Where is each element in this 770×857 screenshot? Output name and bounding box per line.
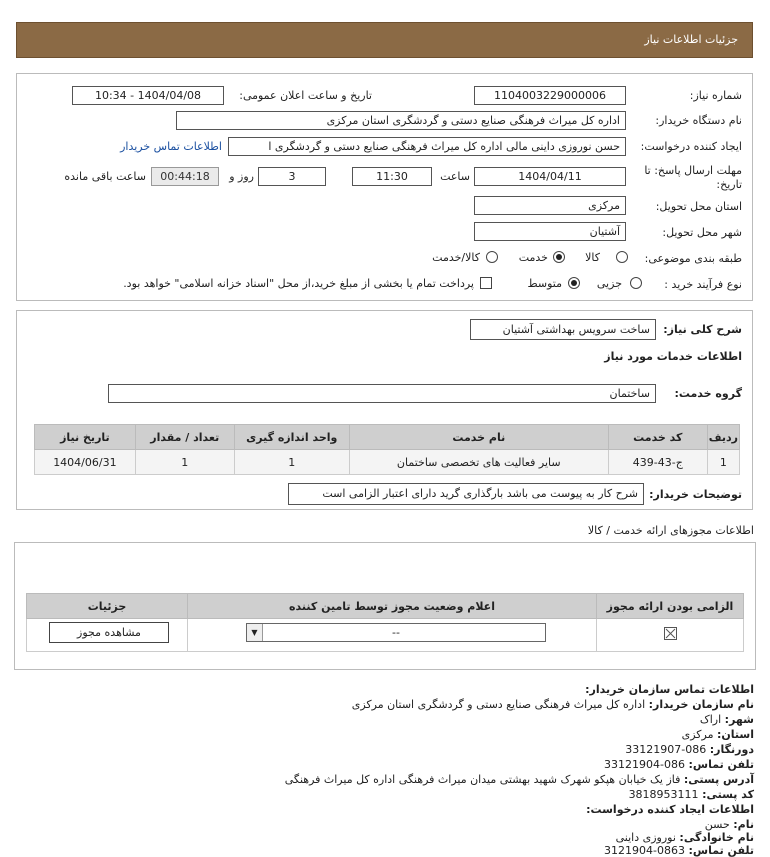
services-table-header [35, 425, 740, 450]
contact-province: مرکزی [681, 728, 714, 741]
category-option-goods-service: کالا/خدمت [432, 251, 480, 264]
contact-province-label: استان: [717, 728, 754, 741]
col-code: کد خدمت [608, 425, 707, 450]
province-field[interactable]: مرکزی [474, 196, 626, 215]
contact-address-label: آدرس پستی: [683, 773, 754, 786]
payment-note: پرداخت تمام یا بخشی از مبلغ خرید،از محل "اسناد خزانه اسلامی" خواهد بود. [123, 277, 474, 290]
deadline-date-field[interactable]: 1404/04/11 [474, 167, 626, 186]
remaining-time-field: 00:44:18 [151, 167, 219, 186]
days-field[interactable]: 3 [258, 167, 326, 186]
services-title: اطلاعات خدمات مورد نیاز [604, 350, 742, 363]
contact-phone-label: تلفن تماس: [688, 758, 754, 771]
buyer-desc-field[interactable]: شرح کار به پیوست می باشد بارگذاری گرید دارای اعتبار الزامی است [288, 483, 644, 505]
contact-phone: 086-33121904 [604, 758, 686, 771]
col-permit-status: اعلام وضعیت مجوز توسط تامین کننده [188, 594, 597, 619]
category-radio-goods-service[interactable] [486, 251, 498, 263]
deadline-label: مهلت ارسال پاسخ: تا [644, 164, 742, 177]
view-permit-button[interactable]: مشاهده مجوز [49, 622, 169, 643]
creator-phone: 0863-3121904 [604, 844, 686, 857]
page-title: جزئیات اطلاعات نیاز [644, 33, 738, 46]
table-row[interactable] [35, 450, 740, 475]
contact-city-label: شهر: [724, 713, 754, 726]
buyer-desc-label: توضیحات خریدار: [649, 488, 742, 501]
buyer-org-label: نام دستگاه خریدار: [655, 114, 742, 127]
process-radio-minor[interactable] [630, 277, 642, 289]
category-radio-service[interactable] [553, 251, 565, 263]
deadline-time-label: ساعت [440, 170, 470, 183]
creator-family: نوروزی داینی [615, 831, 676, 844]
buyer-org-field[interactable]: اداره کل میراث فرهنگی صنایع دستی و گردشگری استان مرکزی [176, 111, 626, 130]
remaining-label: ساعت باقی مانده [64, 170, 146, 183]
creator-name: حسن [704, 818, 730, 831]
cell-row: 1 [707, 450, 739, 475]
col-permit-details: جزئیات [27, 594, 188, 619]
buyer-contact-link[interactable]: اطلاعات تماس خریدار [120, 140, 222, 153]
cell-quantity: 1 [135, 450, 234, 475]
summary-field[interactable]: ساخت سرویس بهداشتی آشتیان [470, 319, 656, 340]
province-label: استان محل تحویل: [655, 200, 742, 213]
category-radio-goods[interactable] [616, 251, 628, 263]
announce-label: تاریخ و ساعت اعلان عمومی: [239, 89, 372, 102]
col-date: تاریخ نیاز [35, 425, 136, 450]
deadline-label-date: تاریخ: [716, 178, 742, 191]
creator-family-label: نام خانوادگی: [679, 831, 754, 844]
process-option-minor: جزیی [596, 277, 622, 290]
contact-fax: 086-33121907 [625, 743, 707, 756]
category-label: طبقه بندی موضوعی: [644, 252, 742, 265]
col-unit: واحد اندازه گیری [234, 425, 349, 450]
days-label: روز و [229, 170, 254, 183]
creator-phone-label: تلفن تماس: [688, 844, 754, 857]
contact-org: اداره کل میراث فرهنگی صنایع دستی و گردشگری استان مرکزی [351, 698, 646, 711]
need-details-panel [16, 310, 753, 510]
need-info-panel [16, 73, 753, 301]
contact-org-label: نام سازمان خریدار: [648, 698, 754, 711]
select-value: -- [392, 626, 400, 639]
requester-field[interactable]: حسن نوروزی داینی مالی اداره کل میراث فرهنگی صنایع دستی و گردشگری ا [228, 137, 626, 156]
contact-postal-label: کد پستی: [702, 788, 754, 801]
service-group-field[interactable]: ساختمان [108, 384, 656, 403]
category-option-service: خدمت [518, 251, 548, 264]
contact-title: اطلاعات تماس سازمان خریدار: [585, 683, 754, 696]
required-checkbox-icon [664, 627, 677, 640]
col-permit-required: الزامی بودن ارائه مجوز [597, 594, 744, 619]
permits-table-header [27, 594, 744, 619]
announce-field[interactable]: 1404/04/08 - 10:34 [72, 86, 224, 105]
creator-name-label: نام: [733, 818, 754, 831]
page-header [16, 22, 753, 58]
summary-label: شرح کلی نیاز: [663, 323, 742, 336]
contact-city: اراک [699, 713, 722, 726]
need-number-label: شماره نیاز: [689, 89, 742, 102]
process-radio-medium[interactable] [568, 277, 580, 289]
service-group-label: گروه خدمت: [674, 387, 742, 400]
cell-code: ج-43-439 [608, 450, 707, 475]
process-label: نوع فرآیند خرید : [664, 278, 742, 291]
chevron-down-icon[interactable]: ▼ [247, 624, 263, 641]
contact-postal: 3818953111 [628, 788, 699, 801]
city-field[interactable]: آشتیان [474, 222, 626, 241]
permit-status-select[interactable] [246, 623, 546, 642]
contact-address: فاز یک خیابان هپکو شهرک شهید بهشتی میدان میراث فرهنگی اداره کل میراث فرهنگی [284, 773, 681, 786]
requester-label: ایجاد کننده درخواست: [640, 140, 742, 153]
cell-unit: 1 [234, 450, 349, 475]
process-option-medium: متوسط [527, 277, 562, 290]
cell-name: سایر فعالیت های تخصصی ساختمان [349, 450, 608, 475]
col-name: نام خدمت [349, 425, 608, 450]
col-quantity: تعداد / مقدار [135, 425, 234, 450]
deadline-time-field[interactable]: 11:30 [352, 167, 432, 186]
category-option-goods: کالا [585, 251, 600, 264]
treasury-payment-checkbox[interactable] [480, 277, 492, 289]
cell-date: 1404/06/31 [35, 450, 136, 475]
contact-fax-label: دورنگار: [709, 743, 754, 756]
need-number-field[interactable]: 1104003229000006 [474, 86, 626, 105]
creator-title: اطلاعات ایجاد کننده درخواست: [586, 803, 754, 816]
services-table [34, 424, 740, 475]
permits-title: اطلاعات مجوزهای ارائه خدمت / کالا [587, 524, 754, 537]
city-label: شهر محل تحویل: [662, 226, 742, 239]
col-row: ردیف [707, 425, 739, 450]
